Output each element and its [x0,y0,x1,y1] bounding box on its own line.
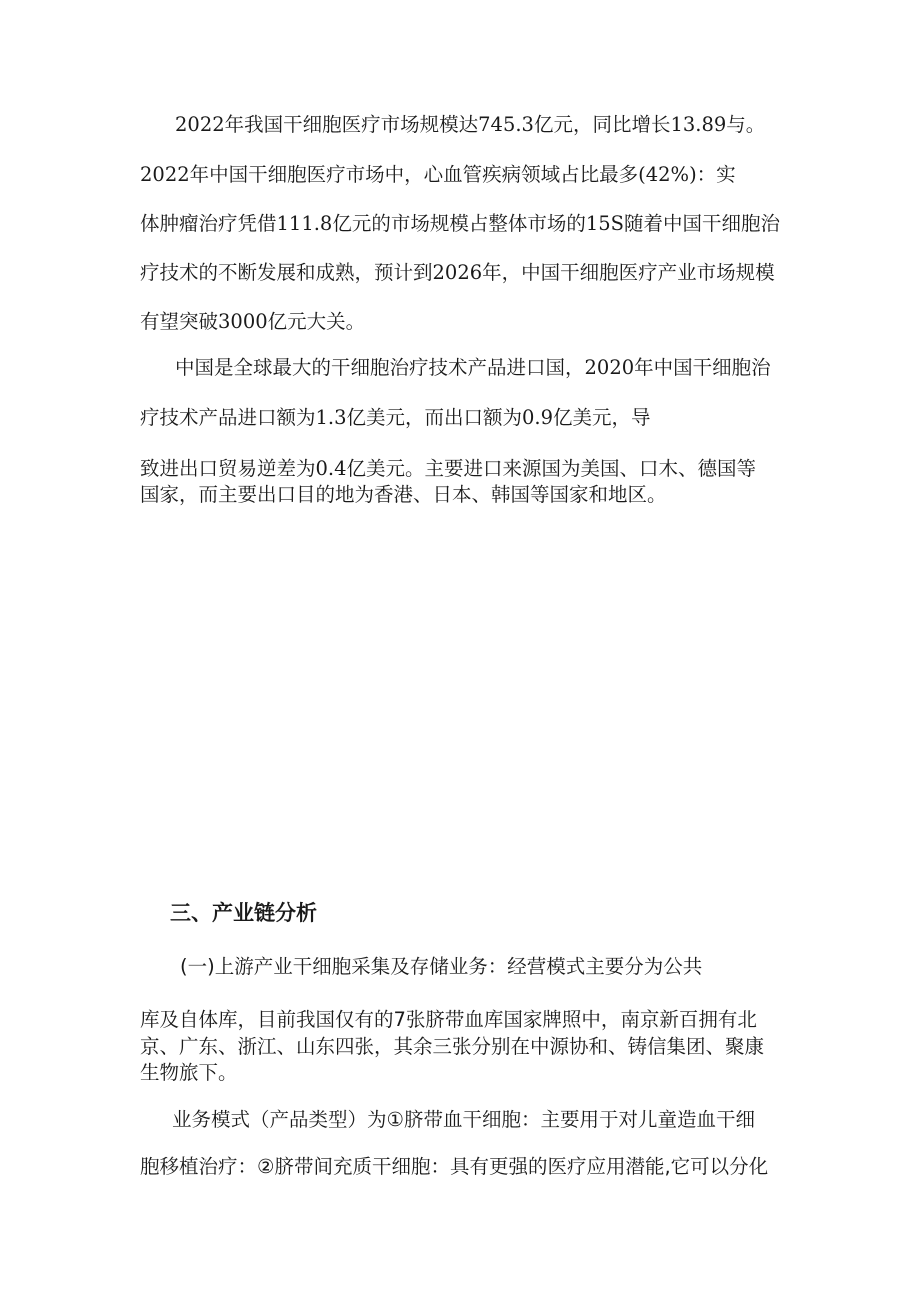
paragraph-line: 库及自体库，目前我国仅有的7张脐带血库国家牌照中，南京新百拥有北 [140,1008,757,1031]
paragraph-line: 疗技术产品进口额为1.3亿美元，而出口额为0.9亿美元，导 [140,406,651,429]
paragraph-line: 有望突破3000亿元大关。 [140,310,366,333]
paragraph-line: 生物旅下。 [140,1061,238,1084]
paragraph-line: 胞移植治疗：②脐带间充质干细胞：具有更强的医疗应用潜能,它可以分化 [140,1155,769,1178]
paragraph-line: 2022年我国干细胞医疗市场规模达745.3亿元，同比增长13.89与。 [175,113,766,136]
paragraph-line: 疗技术的不断发展和成熟，预计到2026年，中国干细胞医疗产业市场规模 [140,261,775,284]
paragraph-line: 致进出口贸易逆差为0.4亿美元。主要进口来源国为美国、口木、德国等 [140,457,757,480]
paragraph-line: 2022年中国干细胞医疗市场中，心血管疾病领域占比最多(42%)：实 [140,163,736,186]
paragraph-line: (一)上游产业干细胞采集及存储业务：经营模式主要分为公共 [180,955,703,978]
paragraph-line: 中国是全球最大的干细胞治疗技术产品进口国，2020年中国干细胞治 [175,356,771,379]
paragraph-line: 体肿瘤治疗凭借111.8亿元的市场规模占整体市场的15S随着中国干细胞治 [140,212,780,235]
section-heading: 三、产业链分析 [170,901,317,925]
paragraph-line: 国家，而主要出口目的地为香港、日本、韩国等国家和地区。 [140,483,667,506]
paragraph-line: 京、广东、浙江、山东四张，其余三张分别在中源协和、铸信集团、聚康 [140,1035,765,1058]
paragraph-line: 业务模式（产品类型）为①脐带血干细胞：主要用于对儿童造血干细 [172,1108,755,1131]
